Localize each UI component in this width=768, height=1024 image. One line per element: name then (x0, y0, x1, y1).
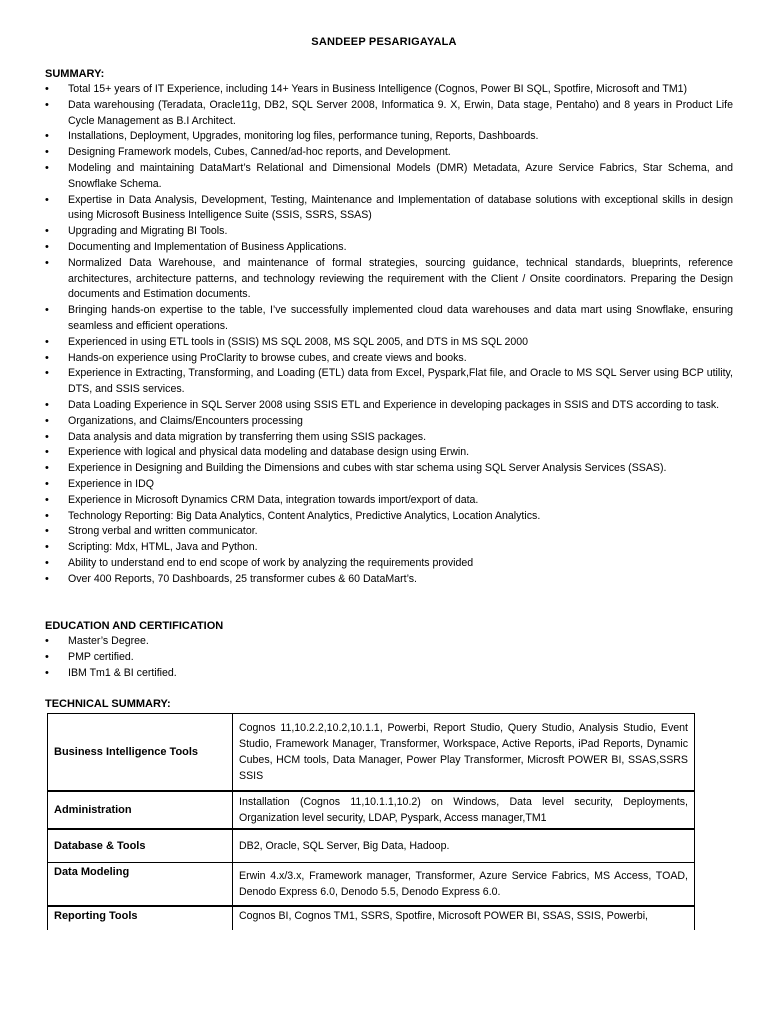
technical-summary-heading: TECHNICAL SUMMARY: (45, 698, 171, 710)
list-item: • Installations, Deployment, Upgrades, monitoring log files, performance tuning, Reports, Dashboards. (45, 129, 733, 145)
list-item: • Data Loading Experience in SQL Server 2008 using SSIS ETL and Experience in developing packages in SSIS and DTS according to task. (45, 398, 733, 414)
table-cell-label: Database & Tools (48, 829, 233, 863)
list-item: • Organizations, and Claims/Encounters processing (45, 414, 733, 430)
list-item: • Experience in IDQ (45, 477, 733, 493)
list-item: • Master’s Degree. (45, 634, 733, 650)
education-heading: EDUCATION AND CERTIFICATION (45, 620, 224, 632)
table-cell-label: Administration (48, 791, 233, 829)
table-cell-value: Cognos 11,10.2.2,10.2,10.1.1, Powerbi, Report Studio, Query Studio, Analysis Studio, Event Studio, Framework Manager, Transformer, Workspace, Active Reports, iPad Reports, Dynamic Cubes, HCM tools, Data Manager, Power Play Transformer, Microsft POWER BI, SSAS,SSRS SSIS (233, 714, 695, 792)
list-item: • Normalized Data Warehouse, and maintenance of formal strategies, sourcing guidance, technical standards, blueprints, reference architectures, architecture patterns, and technology reviewing the requirement with the Client / Onsite coordinators. Preparing the Design documents and Estimation documents. (45, 256, 733, 303)
table-cell-value: Erwin 4.x/3.x, Framework manager, Transformer, Azure Service Fabrics, MS Access, TOAD, Denodo Express 6.0, Denodo 5.5, Denodo Express 6.0. (233, 863, 695, 907)
list-item: • Expertise in Data Analysis, Development, Testing, Maintenance and Implementation of database solutions with exceptional skills in design using Microsoft Business Intelligence Suite (SSIS, SSRS, SSAS) (45, 193, 733, 225)
summary-list (45, 82, 733, 588)
list-item: • Total 15+ years of IT Experience, including 14+ Years in Business Intelligence (Cognos, Power BI SQL, Spotfire, Microsoft and TM1) (45, 82, 733, 98)
list-item: • Over 400 Reports, 70 Dashboards, 25 transformer cubes & 60 DataMart’s. (45, 572, 733, 588)
table-cell-value: Cognos BI, Cognos TM1, SSRS, Spotfire, Microsoft POWER BI, SSAS, SSIS, Powerbi, (233, 906, 695, 932)
technical-summary-table (47, 713, 695, 932)
table-cell-label: Business Intelligence Tools (48, 714, 233, 792)
summary-heading: SUMMARY: (45, 68, 105, 80)
list-item: • Modeling and maintaining DataMart’s Relational and Dimensional Models (DMR) Metadata, Azure Service Fabrics, Star Schema, and Snowflake Schema. (45, 161, 733, 193)
list-item: • Experience with logical and physical data modeling and database design using Erwin. (45, 445, 733, 461)
list-item: • Experience in Designing and Building the Dimensions and cubes with star schema using SQL Server Analysis Services (SSAS). (45, 461, 733, 477)
list-item: • Bringing hands-on expertise to the table, I’ve successfully implemented cloud data warehouses and data mart using Snowflake, ensuring seamless and efficient operations. (45, 303, 733, 335)
page-cutoff (0, 930, 768, 1024)
list-item: • Experience in Microsoft Dynamics CRM Data, integration towards import/export of data. (45, 493, 733, 509)
list-item: • Ability to understand end to end scope of work by analyzing the requirements provided (45, 556, 733, 572)
table-row (48, 791, 695, 829)
table-row (48, 829, 695, 863)
list-item: • Hands-on experience using ProClarity to browse cubes, and create views and books. (45, 351, 733, 367)
table-cell-label: Reporting Tools (48, 906, 233, 932)
education-list (45, 634, 733, 681)
list-item: • Data warehousing (Teradata, Oracle11g, DB2, SQL Server 2008, Informatica 9. X, Erwin, Data stage, Pentaho) and 8 years in Product Life Cycle Management as B.I Architect. (45, 98, 733, 130)
list-item: • Technology Reporting: Big Data Analytics, Content Analytics, Predictive Analytics, Location Analytics. (45, 509, 733, 525)
table-row (48, 714, 695, 792)
list-item: • Experience in Extracting, Transforming, and Loading (ETL) data from Excel, Pyspark,Flat file, and Oracle to MS SQL Server using BCP utility, DTS, and SSIS services. (45, 366, 733, 398)
candidate-name: SANDEEP PESARIGAYALA (311, 36, 457, 48)
table-row (48, 863, 695, 907)
table-cell-label: Data Modeling (48, 863, 233, 907)
list-item: • PMP certified. (45, 650, 733, 666)
list-item: • IBM Tm1 & BI certified. (45, 666, 733, 682)
list-item: • Scripting: Mdx, HTML, Java and Python. (45, 540, 733, 556)
list-item: • Upgrading and Migrating BI Tools. (45, 224, 733, 240)
list-item: • Experienced in using ETL tools in (SSIS) MS SQL 2008, MS SQL 2005, and DTS in MS SQL 2000 (45, 335, 733, 351)
list-item: • Documenting and Implementation of Business Applications. (45, 240, 733, 256)
table-cell-value: Installation (Cognos 11,10.1.1,10.2) on Windows, Data level security, Deployments, Organization level security, LDAP, Pyspark, Access manager,TM1 (233, 791, 695, 829)
list-item: • Data analysis and data migration by transferring them using SSIS packages. (45, 430, 733, 446)
table-row (48, 906, 695, 932)
list-item: • Designing Framework models, Cubes, Canned/ad-hoc reports, and Development. (45, 145, 733, 161)
table-cell-value: DB2, Oracle, SQL Server, Big Data, Hadoop. (233, 829, 695, 863)
list-item: • Strong verbal and written communicator. (45, 524, 733, 540)
